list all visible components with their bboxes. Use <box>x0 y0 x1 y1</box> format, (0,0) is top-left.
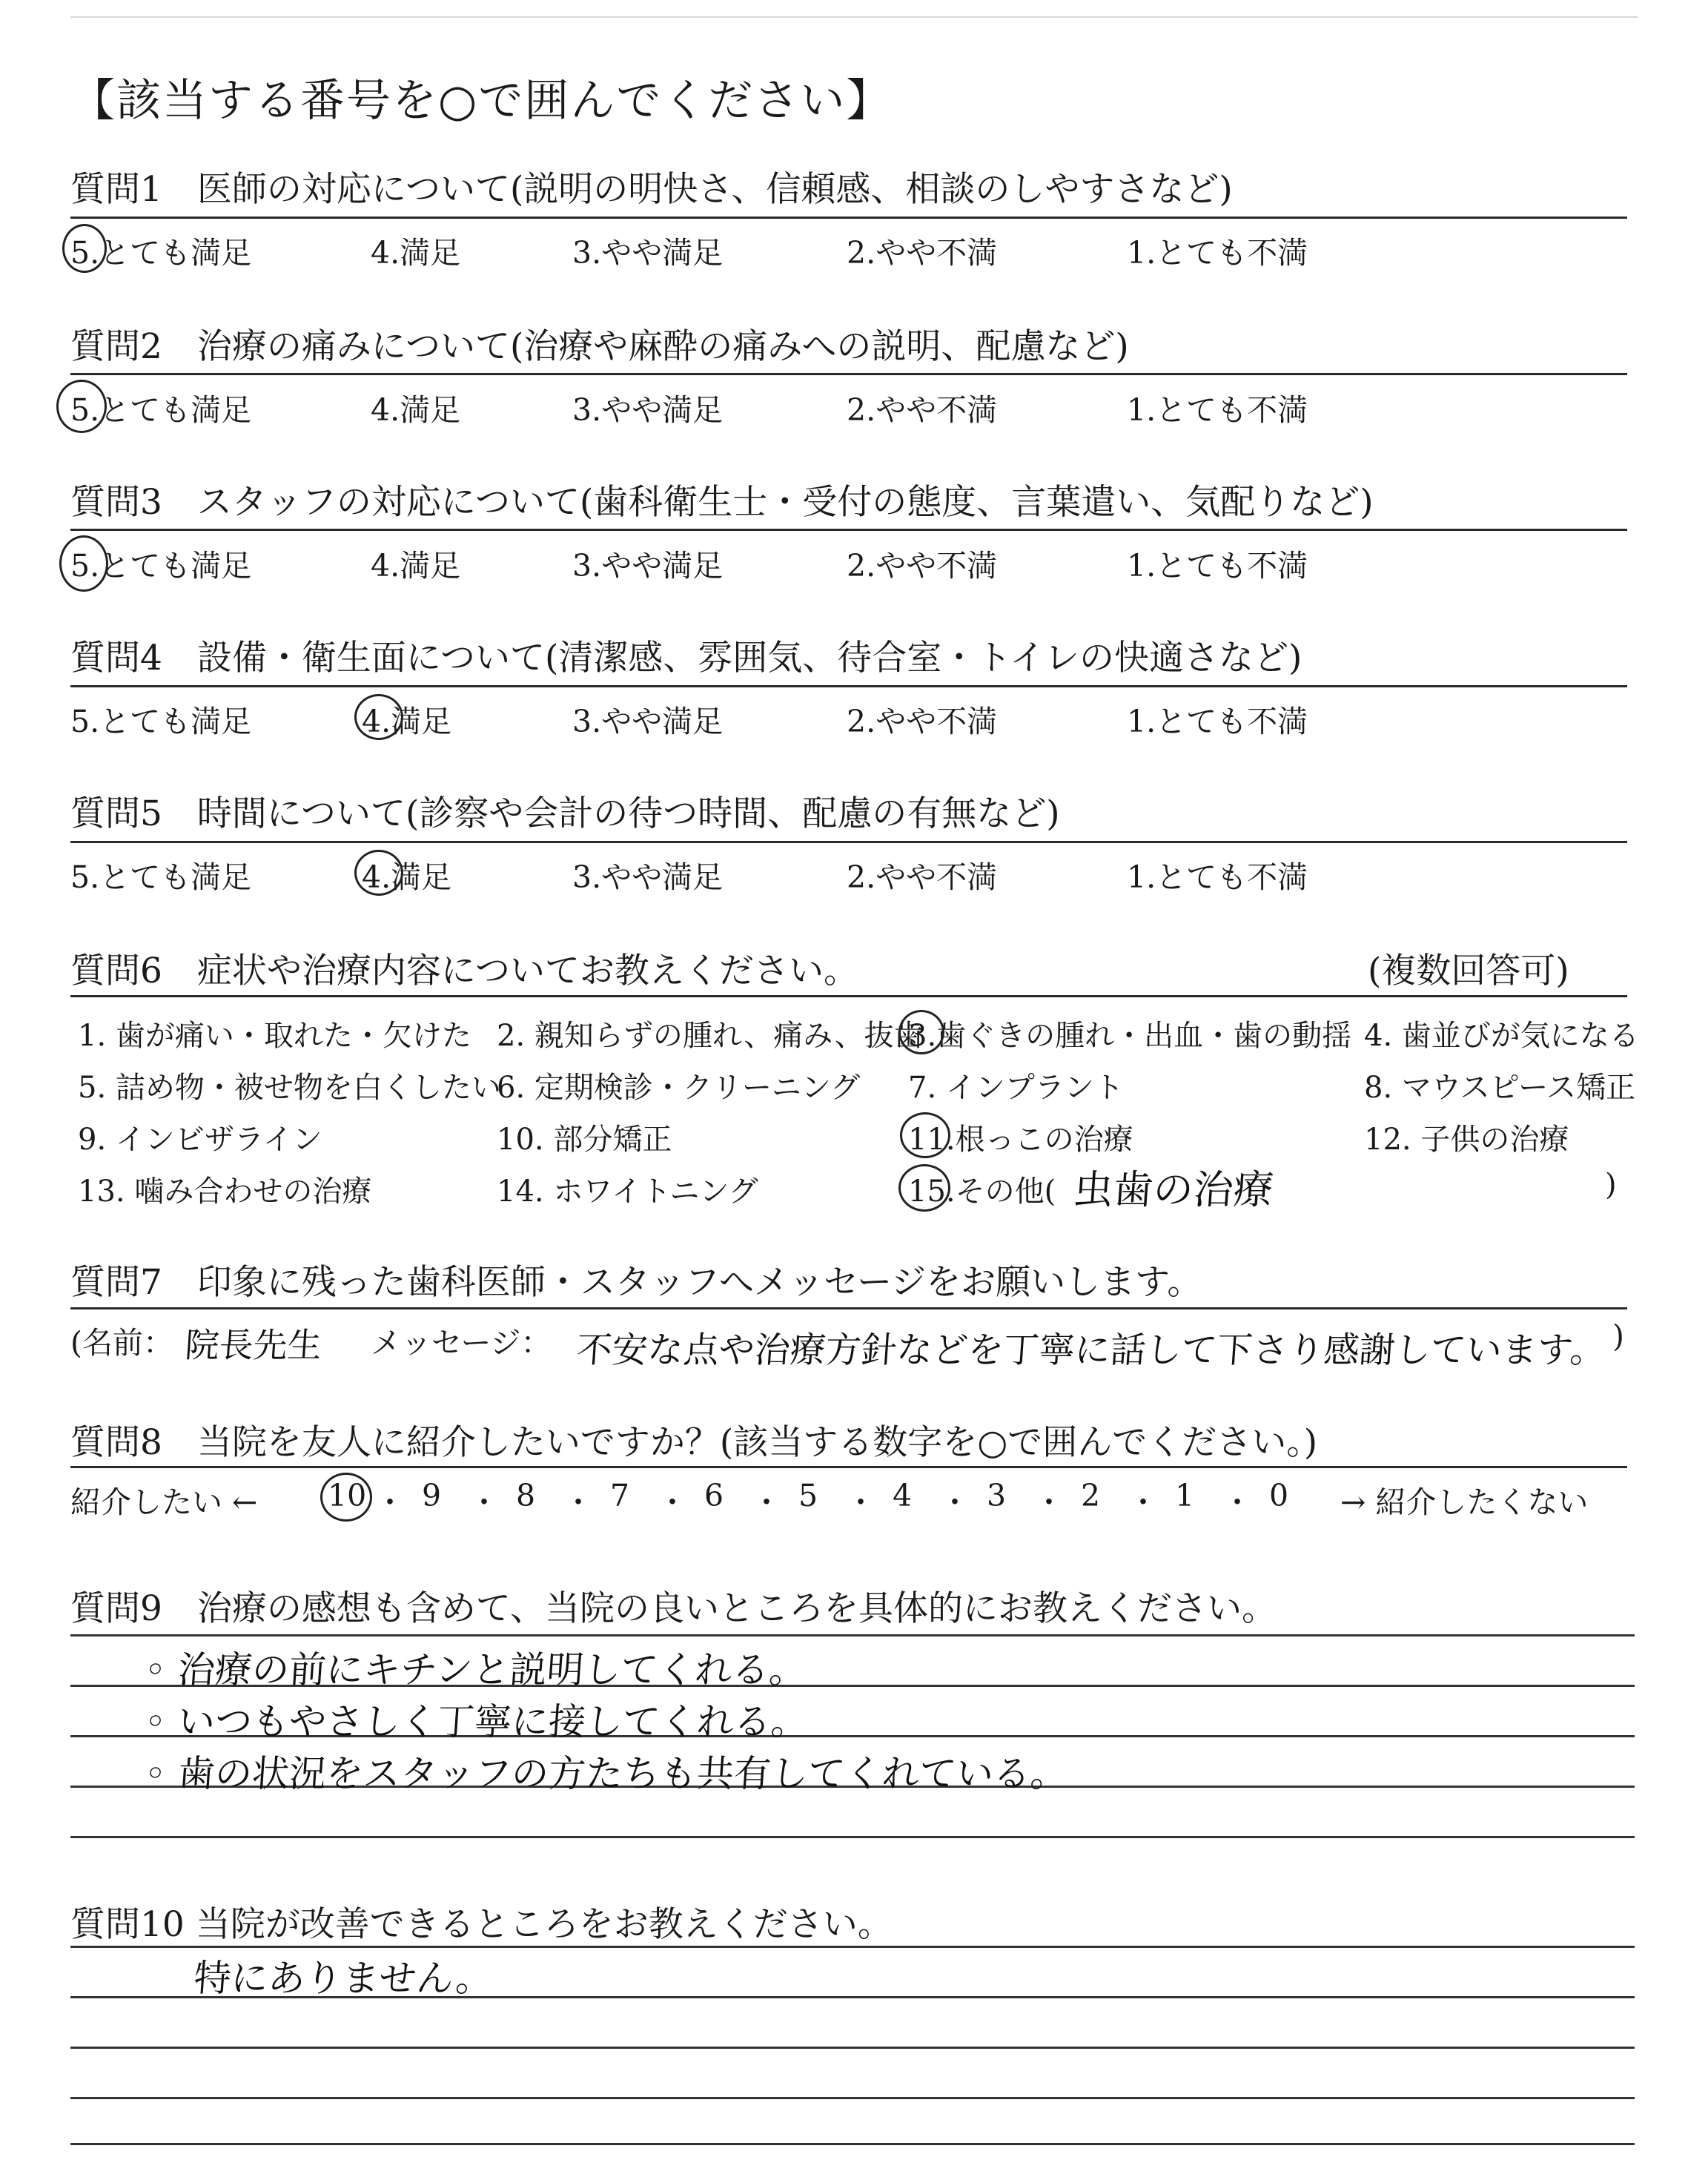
q7-message-label: メッセージ： <box>371 1325 552 1361</box>
question-6-note: (複数回答可) <box>1368 951 1569 991</box>
q6-other-handwritten: 虫歯の治療 <box>1071 1166 1275 1213</box>
q6-option-8[interactable]: 8. マウスピース矯正 <box>1364 1071 1636 1105</box>
q1-option-3[interactable]: 3.やや満足 <box>572 235 724 271</box>
q6-option-11-circle <box>900 1112 950 1158</box>
question-7-title: 質問7 印象に残った歯科医師・スタッフへメッセージをお願いします。 <box>70 1262 1202 1303</box>
q3-option-3[interactable]: 3.やや満足 <box>572 548 724 584</box>
q5-option-4[interactable]: 4.満足 <box>362 859 452 895</box>
q6-option-9[interactable]: 9. インビザライン <box>78 1123 322 1157</box>
q9-line-1 <box>70 1634 1635 1636</box>
q9-answer-1: ◦ 治療の前にキチンと説明してくれる。 <box>142 1648 808 1691</box>
question-6-title: 質問6 症状や治療内容についてお教えください。 <box>70 951 858 991</box>
q6-option-6[interactable]: 6. 定期検診・クリーニング <box>497 1071 861 1105</box>
q8-scale-value-0[interactable]: 0 <box>1269 1478 1289 1513</box>
question-5-rule <box>70 841 1627 843</box>
q8-scale-value-9[interactable]: 9 <box>422 1478 442 1513</box>
q6-option-14[interactable]: 14. ホワイトニング <box>497 1175 758 1209</box>
q8-scale-separator: ・ <box>1222 1484 1253 1520</box>
q7-name-handwritten: 院長先生 <box>183 1325 323 1365</box>
q4-option-2[interactable]: 2.やや不満 <box>847 704 998 739</box>
q3-option-5[interactable]: 5.とても満足 <box>70 548 252 584</box>
q6-option-3-circle <box>898 1010 944 1054</box>
q6-option-3[interactable]: 3.歯ぐきの腫れ・出血・歯の動揺 <box>908 1019 1352 1053</box>
question-1-title: 質問1 医師の対応について(説明の明快さ、信頼感、相談のしやすさなど) <box>70 169 1233 210</box>
q5-option-2[interactable]: 2.やや不満 <box>847 859 998 895</box>
q6-option-1[interactable]: 1. 歯が痛い・取れた・欠けた <box>78 1019 471 1053</box>
q8-left-label: 紹介したい ← <box>70 1484 258 1520</box>
q9-line-5 <box>70 1836 1635 1838</box>
q8-scale-value-8[interactable]: 8 <box>516 1478 536 1513</box>
q8-right-label: → 紹介したくない <box>1340 1484 1589 1520</box>
q2-option-2[interactable]: 2.やや不満 <box>847 392 998 428</box>
q1-option-2[interactable]: 2.やや不満 <box>847 235 998 271</box>
question-4-rule <box>70 685 1627 687</box>
q8-scale-separator: ・ <box>1033 1484 1065 1520</box>
q6-option-12[interactable]: 12. 子供の治療 <box>1364 1123 1569 1157</box>
q6-other-close: ) <box>1605 1168 1617 1202</box>
question-8-rule <box>70 1466 1627 1468</box>
question-6-rule <box>70 995 1627 997</box>
q8-scale-separator: ・ <box>1128 1484 1159 1520</box>
q6-option-2[interactable]: 2. 親知らずの腫れ、痛み、抜歯 <box>497 1019 924 1053</box>
q8-scale-value-6[interactable]: 6 <box>704 1478 724 1513</box>
q7-close-paren: ) <box>1612 1318 1624 1354</box>
q6-option-5[interactable]: 5. 詰め物・被せ物を白くしたい <box>78 1071 501 1105</box>
q4-option-4[interactable]: 4.満足 <box>362 704 452 739</box>
q8-scale-separator: ・ <box>374 1484 406 1520</box>
q8-selection-circle <box>320 1473 372 1522</box>
page-header: 【該当する番号を○で囲んでください】 <box>70 75 893 127</box>
q8-scale-separator: ・ <box>563 1484 594 1520</box>
q6-option-13[interactable]: 13. 噛み合わせの治療 <box>78 1175 372 1209</box>
q6-option-15[interactable]: 15.その他( <box>908 1175 1056 1209</box>
q7-name-label: (名前： <box>70 1325 173 1361</box>
q5-option-3[interactable]: 3.やや満足 <box>572 859 724 895</box>
q8-scale-value-1[interactable]: 1 <box>1175 1478 1195 1513</box>
q2-option-5[interactable]: 5.とても満足 <box>70 392 252 428</box>
question-3-title: 質問3 スタッフの対応について(歯科衛生士・受付の態度、言葉遣い、気配りなど) <box>70 482 1374 523</box>
question-5-title: 質問5 時間について(診察や会計の待つ時間、配慮の有無など) <box>70 793 1060 834</box>
q1-option-4[interactable]: 4.満足 <box>371 235 461 271</box>
q4-selection-circle <box>354 694 403 740</box>
question-10-title: 質問10 当院が改善できるところをお教えください。 <box>70 1904 893 1945</box>
q10-line-1 <box>70 1946 1635 1948</box>
q5-option-1[interactable]: 1.とても不満 <box>1127 859 1308 895</box>
q8-scale-value-3[interactable]: 3 <box>987 1478 1007 1513</box>
q4-option-5[interactable]: 5.とても満足 <box>70 704 252 739</box>
q6-option-11[interactable]: 11.根っこの治療 <box>908 1123 1133 1157</box>
q2-option-4[interactable]: 4.満足 <box>371 392 461 428</box>
q8-scale-value-5[interactable]: 5 <box>798 1478 818 1513</box>
q2-option-1[interactable]: 1.とても不満 <box>1127 392 1308 428</box>
q8-scale-separator: ・ <box>657 1484 688 1520</box>
q8-scale-value-2[interactable]: 2 <box>1081 1478 1101 1513</box>
q8-scale-separator: ・ <box>939 1484 970 1520</box>
q1-option-1[interactable]: 1.とても不満 <box>1127 235 1308 271</box>
q5-selection-circle <box>354 850 403 896</box>
q6-option-4[interactable]: 4. 歯並びが気になる <box>1364 1019 1639 1053</box>
q6-option-10[interactable]: 10. 部分矯正 <box>497 1123 672 1157</box>
q8-scale-separator: ・ <box>751 1484 782 1520</box>
top-divider <box>70 16 1638 18</box>
question-1-rule <box>70 217 1627 219</box>
q9-answer-2: ◦ いつもやさしく丁寧に接してくれる。 <box>142 1700 810 1743</box>
q10-line-3 <box>70 2047 1635 2049</box>
q2-selection-circle <box>56 380 107 433</box>
q1-option-5[interactable]: 5.とても満足 <box>70 235 252 271</box>
q8-scale-separator: ・ <box>845 1484 876 1520</box>
q3-option-4[interactable]: 4.満足 <box>371 548 461 584</box>
q4-option-3[interactable]: 3.やや満足 <box>572 704 724 739</box>
q2-option-3[interactable]: 3.やや満足 <box>572 392 724 428</box>
q6-option-7[interactable]: 7. インプラント <box>908 1071 1124 1105</box>
q5-option-5[interactable]: 5.とても満足 <box>70 859 252 895</box>
q8-scale-value-7[interactable]: 7 <box>610 1478 630 1513</box>
q9-answer-3: ◦ 歯の状況をスタッフの方たちも共有してくれている。 <box>142 1752 1070 1795</box>
q6-option-15-circle <box>898 1164 950 1212</box>
question-8-title: 質問8 当院を友人に紹介したいですか？(該当する数字を○で囲んでください。) <box>70 1422 1318 1463</box>
q3-option-1[interactable]: 1.とても不満 <box>1127 548 1308 584</box>
q7-message-handwritten: 不安な点や治療方針などを丁寧に話して下さり感謝しています。 <box>575 1330 1607 1371</box>
q10-line-4 <box>70 2097 1635 2099</box>
question-2-rule <box>70 373 1627 375</box>
question-9-title: 質問9 治療の感想も含めて、当院の良いところを具体的にお教えください。 <box>70 1588 1277 1629</box>
q4-option-1[interactable]: 1.とても不満 <box>1127 704 1308 739</box>
q8-scale-value-10[interactable]: 10 <box>328 1478 367 1513</box>
q1-selection-circle <box>62 224 107 273</box>
question-2-title: 質問2 治療の痛みについて(治療や麻酔の痛みへの説明、配慮など) <box>70 326 1129 367</box>
q10-line-5 <box>70 2143 1635 2145</box>
question-3-rule <box>70 529 1627 531</box>
q8-scale-value-4[interactable]: 4 <box>893 1478 913 1513</box>
q3-selection-circle <box>59 535 108 592</box>
q10-answer: 特にありません。 <box>192 1957 494 2000</box>
question-4-title: 質問4 設備・衛生面について(清潔感、雰囲気、待合室・トイレの快適さなど) <box>70 638 1302 678</box>
question-7-rule <box>70 1307 1627 1309</box>
q8-scale-separator: ・ <box>469 1484 500 1520</box>
q3-option-2[interactable]: 2.やや不満 <box>847 548 998 584</box>
